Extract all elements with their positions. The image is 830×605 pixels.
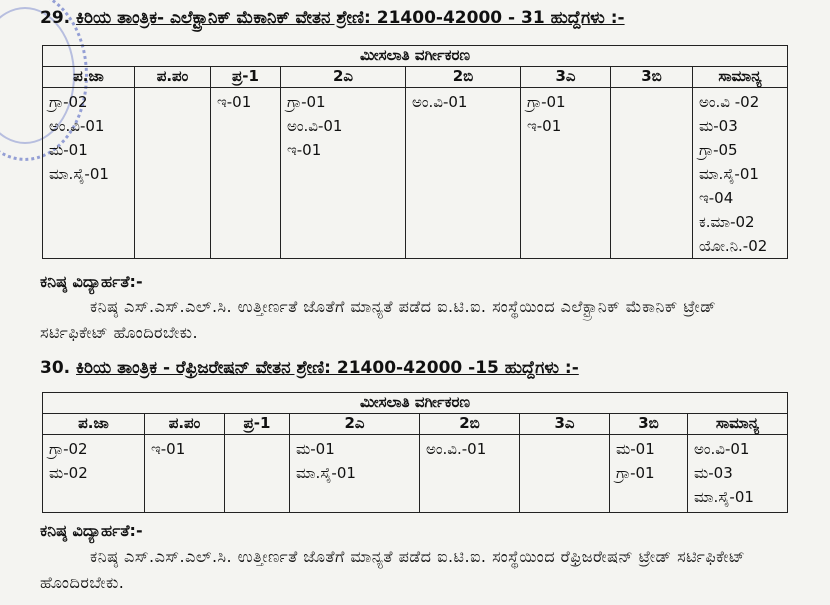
table-29-col-header: 3ಎ bbox=[521, 67, 611, 88]
quota-entry: ಅಂ.ವಿ-01 bbox=[287, 117, 343, 135]
table-29-cell bbox=[281, 88, 406, 259]
quota-entry: ಮ-01 bbox=[616, 440, 655, 458]
table-30-cell bbox=[610, 435, 688, 513]
section-29-title: ಕಿರಿಯ ತಾಂತ್ರಿಕ- ಎಲೆಕ್ಟ್ರಾನಿಕ್ ಮೆಕಾನಿಕ್ ವೇತನ ಶ್ರೇಣಿ: 21400-42000 - 31 ಹುದ್ದೆಗಳು :- bbox=[76, 8, 625, 28]
table-30-col-header: ಪ.ಪಂ bbox=[145, 414, 225, 435]
section-29-heading bbox=[40, 8, 625, 28]
qualification-label-30: ಕನಿಷ್ಠ ವಿದ್ಯಾರ್ಹತೆ:- bbox=[40, 521, 143, 540]
qualification-text-29: ಕನಿಷ್ಠ ಎಸ್.ಎಸ್.ಎಲ್.ಸಿ. ಉತ್ತೀರ್ಣತೆ ಜೊತೆಗೆ ಮಾನ್ಯತೆ ಪಡೆದ ಐ.ಟಿ.ಐ. ಸಂಸ್ಥೆಯಿಂದ ಎಲೆಕ್ಟ್ರಾನಿಕ್ ಮೆಕಾನಿಕ್ ಟ್ರೇಡ್ ಸರ್ಟಿಫಿಕೇಟ್ ಹೊಂದಿರಬೇಕು. bbox=[40, 297, 717, 342]
table-29-cell bbox=[43, 88, 135, 259]
table-30-cell bbox=[290, 435, 420, 513]
table-29-col-header: ಸಾಮಾನ್ಯ bbox=[693, 67, 788, 88]
section-30-heading bbox=[40, 358, 579, 378]
table-29-col-header: ಪ.ಪಂ bbox=[135, 67, 211, 88]
table-29-cell bbox=[406, 88, 521, 259]
table-29-col-header: 2ಬಿ bbox=[406, 67, 521, 88]
quota-entry: ಅಂ.ವಿ -02 bbox=[699, 93, 760, 111]
table-30-col-header: ಪ.ಜಾ bbox=[43, 414, 145, 435]
quota-entry: ಮ-01 bbox=[296, 440, 335, 458]
table-30-col-header: 3ಎ bbox=[520, 414, 610, 435]
quota-entry: ಯೋ.ನಿ.-02 bbox=[699, 237, 768, 255]
section-29-number: 29. bbox=[40, 8, 71, 28]
quota-entry: ಅಂ.ವಿ-01 bbox=[694, 440, 750, 458]
table-29-col-header: ಪ್ರ-1 bbox=[211, 67, 281, 88]
section-30-title: ಕಿರಿಯ ತಾಂತ್ರಿಕ - ರೆಫ್ರಿಜರೇಷನ್ ವೇತನ ಶ್ರೇಣಿ: 21400-42000 -15 ಹುದ್ದೆಗಳು :- bbox=[76, 358, 579, 378]
quota-entry: ಮಾ.ಸೈ-01 bbox=[296, 464, 356, 482]
table-30-cell bbox=[145, 435, 225, 513]
quota-entry: ಗ್ರಾ-01 bbox=[287, 93, 326, 111]
table-29-col-header: 3ಬಿ bbox=[611, 67, 693, 88]
table-29-cell bbox=[611, 88, 693, 259]
table-29-cell bbox=[135, 88, 211, 259]
reservation-table-29 bbox=[42, 45, 788, 259]
table-30-col-header: ಪ್ರ-1 bbox=[225, 414, 290, 435]
table-30-col-header: 2ಎ bbox=[290, 414, 420, 435]
table-30-cell bbox=[225, 435, 290, 513]
section-30-number: 30. bbox=[40, 358, 71, 378]
quota-entry: ಮ-03 bbox=[699, 117, 738, 135]
table-29-group-header: ಮೀಸಲಾತಿ ವರ್ಗೀಕರಣ bbox=[43, 46, 788, 67]
quota-entry: ಮ-01 bbox=[49, 141, 88, 159]
table-30-col-header: 3ಬಿ bbox=[610, 414, 688, 435]
table-30-cell bbox=[520, 435, 610, 513]
quota-entry: ಅಂ.ವಿ-01 bbox=[412, 93, 468, 111]
table-29-col-header: ಪ.ಜಾ bbox=[43, 67, 135, 88]
table-30-cell bbox=[43, 435, 145, 513]
table-30-group-header: ಮೀಸಲಾತಿ ವರ್ಗೀಕರಣ bbox=[43, 393, 788, 414]
quota-entry: ಕ.ಮಾ-02 bbox=[699, 213, 755, 231]
table-30-cell bbox=[688, 435, 788, 513]
quota-entry: ಇ-01 bbox=[527, 117, 562, 135]
quota-entry: ಇ-01 bbox=[217, 93, 252, 111]
quota-entry: ಇ-04 bbox=[699, 189, 734, 207]
quota-entry: ಇ-01 bbox=[287, 141, 322, 159]
quota-entry: ಗ್ರಾ-02 bbox=[49, 440, 88, 458]
quota-entry: ಗ್ರಾ-02 bbox=[49, 93, 88, 111]
quota-entry: ಮಾ.ಸೈ-01 bbox=[699, 165, 759, 183]
table-30-cell bbox=[420, 435, 520, 513]
table-29-cell bbox=[693, 88, 788, 259]
table-30-col-header: ಸಾಮಾನ್ಯ bbox=[688, 414, 788, 435]
table-29-cell bbox=[211, 88, 281, 259]
quota-entry: ಮಾ.ಸೈ-01 bbox=[694, 488, 754, 506]
qualification-text-30: ಕನಿಷ್ಠ ಎಸ್.ಎಸ್.ಎಲ್.ಸಿ. ಉತ್ತೀರ್ಣತೆ ಜೊತೆಗೆ ಮಾನ್ಯತೆ ಪಡೆದ ಐ.ಟಿ.ಐ. ಸಂಸ್ಥೆಯಿಂದ ರೆಫ್ರಿಜರೇಷನ್ ಟ್ರೇಡ್ ಸರ್ಟಿಫಿಕೇಟ್ ಹೊಂದಿರಬೇಕು. bbox=[40, 547, 746, 592]
quota-entry: ಮ-02 bbox=[49, 464, 88, 482]
quota-entry: ಅಂ.ವಿ.-01 bbox=[426, 440, 487, 458]
table-30-col-header: 2ಬಿ bbox=[420, 414, 520, 435]
table-29-col-header: 2ಎ bbox=[281, 67, 406, 88]
quota-entry: ಮ-03 bbox=[694, 464, 733, 482]
quota-entry: ಇ-01 bbox=[151, 440, 186, 458]
quota-entry: ಅಂ.ವಿ-01 bbox=[49, 117, 105, 135]
qualification-label-29: ಕನಿಷ್ಠ ವಿದ್ಯಾರ್ಹತೆ:- bbox=[40, 272, 143, 291]
quota-entry: ಗ್ರಾ-01 bbox=[527, 93, 566, 111]
quota-entry: ಮಾ.ಸೈ-01 bbox=[49, 165, 109, 183]
table-29-cell bbox=[521, 88, 611, 259]
quota-entry: ಗ್ರಾ-01 bbox=[616, 464, 655, 482]
reservation-table-30 bbox=[42, 392, 788, 513]
quota-entry: ಗ್ರಾ-05 bbox=[699, 141, 738, 159]
